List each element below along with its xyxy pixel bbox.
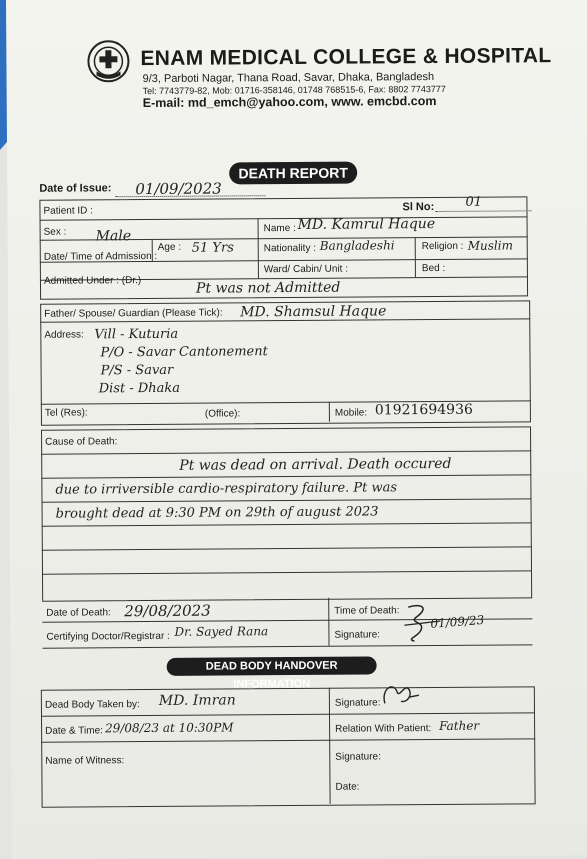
date-of-death-label: Date of Death: [46, 607, 111, 619]
name-value: MD. Kamrul Haque [297, 216, 436, 233]
mobile-value: 01921694936 [374, 401, 473, 419]
admission-label: Date/ Time of Admission : [43, 250, 158, 263]
religion-label: Religion : [421, 240, 464, 253]
death-report-title: DEATH REPORT [229, 162, 357, 185]
handover-title: DEAD BODY HANDOVER INFORMATION [167, 656, 377, 675]
age-value: 51 Yrs [191, 240, 234, 256]
relation-value: Father [439, 718, 480, 733]
hospital-logo-icon [86, 39, 130, 83]
receiver-signature-icon [379, 679, 423, 709]
date-of-issue-label: Date of Issue: [39, 182, 112, 195]
guardian-value: MD. Shamsul Haque [240, 303, 387, 321]
witness-signature-label: Signature: [335, 751, 381, 763]
hospital-email: E-mail: md_emch@yahoo.com, www. emcbd.com [142, 93, 437, 111]
mobile-label: Mobile: [334, 407, 368, 419]
address-line-1: Vill - Kuturia [94, 326, 179, 343]
hospital-phone: Tel: 7743779-82, Mob: 01716-358146, 01748 768515-6, Fax: 8802 7743777 [142, 83, 446, 97]
sl-no-label: Sl No: [402, 201, 435, 214]
admitted-under-value: Pt was not Admitted [195, 279, 341, 297]
address-line-3: P/S - Savar [100, 362, 174, 379]
address-line-4: Dist - Dhaka [98, 380, 181, 397]
witness-label: Name of Witness: [45, 755, 125, 767]
address-line-2: P/O - Savar Cantonement [100, 344, 268, 361]
office-label: (Office): [204, 408, 241, 420]
date-time-value: 29/08/23 at 10:30PM [105, 720, 234, 736]
name-label: Name : [263, 222, 296, 235]
ward-label: Ward/ Cabin/ Unit : [263, 263, 349, 276]
cause-label: Cause of Death: [45, 436, 118, 448]
signature-date-value: 01/09/23 [429, 612, 485, 631]
date-of-death-value: 29/08/2023 [124, 601, 211, 621]
bed-label: Bed : [421, 262, 446, 275]
certifying-label: Certifying Doctor/Registrar : [46, 630, 170, 643]
taken-by-value: MD. Imran [158, 692, 236, 709]
admitted-under-label: Admitted Under : (Dr.) [43, 275, 142, 287]
hospital-name: ENAM MEDICAL COLLEGE & HOSPITAL [140, 44, 552, 71]
rule [329, 402, 330, 422]
sex-value: Male [95, 228, 132, 245]
cause-line-3: brought dead at 9:30 PM on 29th of august 2023 [55, 504, 379, 522]
sex-label: Sex : [43, 226, 67, 238]
witness-date-label: Date: [335, 781, 360, 793]
cause-line-1: Pt was dead on arrival. Death occured [179, 455, 452, 474]
time-of-death-label: Time of Death: [334, 605, 400, 617]
date-of-issue-value: 01/09/2023 [135, 179, 222, 199]
patient-id-label: Patient ID : [43, 205, 93, 217]
tel-res-label: Tel (Res): [44, 407, 88, 419]
hospital-address: 9/3, Parboti Nagar, Thana Road, Savar, Dhaka, Bangladesh [142, 71, 435, 86]
address-label: Address: [44, 329, 84, 341]
religion-value: Muslim [467, 238, 514, 253]
guardian-label: Father/ Spouse/ Guardian (Please Tick): [44, 307, 223, 320]
taken-by-label: Dead Body Taken by: [44, 699, 140, 711]
age-label: Age : [157, 241, 182, 253]
relation-label: Relation With Patient: [335, 723, 432, 735]
cause-line-2: due to irriversible cardio-respiratory failure. Pt was [55, 480, 398, 498]
nationality-value: Bangladeshi [319, 238, 395, 253]
certifying-value: Dr. Sayed Rana [174, 624, 269, 639]
sl-no-value: 01 [465, 194, 483, 210]
date-time-label: Date & Time: [45, 725, 103, 737]
rule [328, 598, 329, 646]
rule [43, 644, 533, 648]
death-report-document [6, 0, 587, 859]
nationality-label: Nationality : [263, 242, 317, 255]
signature-label: Signature: [334, 629, 381, 641]
handover-signature-label: Signature: [334, 697, 381, 709]
